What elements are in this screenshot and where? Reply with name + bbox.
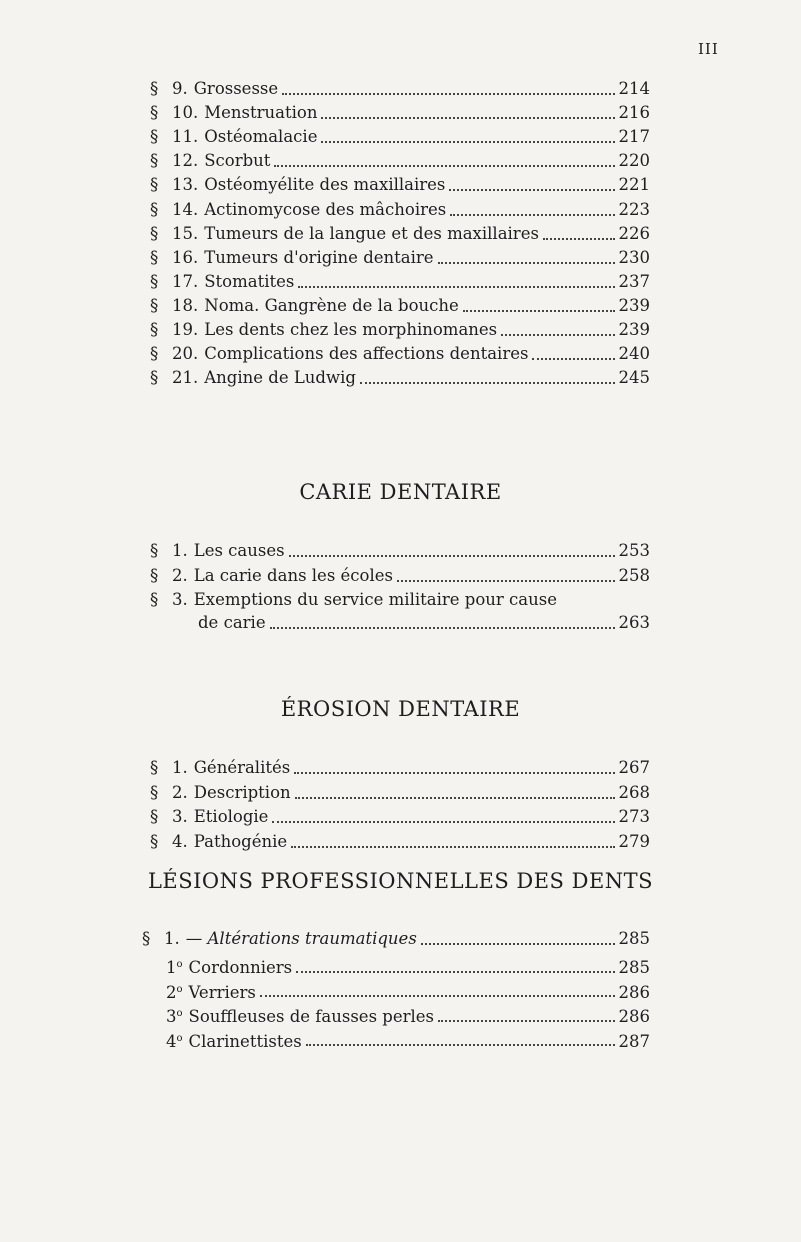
- toc-entry: [150, 295, 650, 317]
- entry-number: 15.: [172, 223, 199, 243]
- toc-entry: [150, 782, 650, 804]
- entry-page: 220: [618, 151, 650, 171]
- toc-entry: [150, 174, 650, 196]
- entry-page: 216: [618, 103, 650, 123]
- dot-leader: [270, 627, 615, 629]
- section-symbol: §: [150, 541, 159, 560]
- toc-entry-continuation: [198, 612, 650, 634]
- entry-page: 287: [618, 1031, 650, 1051]
- entry-number: 21.: [172, 368, 199, 388]
- section-symbol: §: [150, 175, 159, 195]
- entry-page: 273: [618, 807, 650, 826]
- toc-entry: [150, 271, 650, 293]
- entry-title: Etiologie: [193, 807, 269, 826]
- entry-title: Tumeurs de la langue et des maxillaires: [204, 223, 539, 243]
- entry-ordinal-number: 1: [166, 958, 177, 977]
- entry-page: 285: [618, 929, 650, 948]
- entry-title: Actinomycose des mâchoires: [204, 199, 447, 219]
- entry-number: 3.: [172, 807, 188, 826]
- dot-leader: [449, 189, 614, 191]
- entry-page: 237: [618, 271, 650, 291]
- entry-number: 2.: [172, 565, 188, 585]
- toc-entry: [142, 928, 650, 950]
- entry-page: 268: [618, 782, 650, 802]
- dot-leader: [289, 555, 615, 557]
- entry-title: Tumeurs d'origine dentaire: [204, 247, 434, 267]
- entry-title: Les dents chez les morphinomanes: [204, 320, 498, 339]
- toc-entry: [166, 954, 650, 979]
- toc-entry: [150, 565, 650, 587]
- section-symbol: §: [150, 782, 159, 802]
- entry-number: 3.: [172, 590, 188, 609]
- entry-page: 239: [618, 295, 650, 315]
- entry-ordinal-suffix: o: [176, 1008, 183, 1019]
- entry-number: 1.: [172, 758, 188, 777]
- toc-entry: [150, 806, 650, 828]
- section-symbol: §: [142, 929, 151, 948]
- entry-number: 10.: [172, 103, 199, 123]
- entry-page: 253: [618, 541, 650, 560]
- entry-page: 240: [618, 344, 650, 364]
- entry-title: Complications des affections dentaires: [204, 344, 529, 364]
- dot-leader: [501, 334, 614, 336]
- entry-page: 285: [618, 958, 650, 977]
- entry-number: 14.: [172, 199, 199, 219]
- entry-title: Exemptions du service militaire pour cause: [193, 590, 557, 609]
- dot-leader: [294, 772, 614, 774]
- entry-title: Stomatites: [204, 271, 295, 291]
- section-symbol: §: [150, 590, 159, 609]
- entry-title: Description: [193, 782, 291, 802]
- entry-title: Cordonniers: [188, 958, 293, 977]
- entry-title: — Altérations traumatiques: [185, 929, 417, 948]
- section-symbol: §: [150, 368, 159, 388]
- entry-number: [166, 979, 183, 1004]
- heading-erosion-dentaire: ÉROSION DENTAIRE: [280, 697, 521, 721]
- entry-ordinal-number: 3: [166, 1007, 177, 1026]
- entry-page: 258: [618, 565, 650, 585]
- entry-number: 9.: [172, 79, 188, 98]
- section-symbol: §: [150, 247, 159, 267]
- entry-number: 13.: [172, 175, 199, 195]
- dot-leader: [532, 358, 614, 360]
- entry-title: Scorbut: [204, 151, 271, 171]
- entry-page: 226: [618, 223, 650, 243]
- toc-entry: [150, 319, 650, 341]
- entry-title: Ostéomalacie: [204, 127, 318, 147]
- entry-title: Grossesse: [193, 79, 279, 98]
- entry-number: 11.: [172, 127, 199, 147]
- section-symbol: §: [150, 79, 159, 98]
- entry-title: Verriers: [188, 982, 256, 1002]
- entry-page: 263: [618, 613, 650, 632]
- dot-leader: [543, 238, 615, 240]
- entry-ordinal-number: 2: [166, 982, 177, 1002]
- dot-leader: [397, 580, 615, 582]
- entry-ordinal-suffix: o: [176, 1032, 183, 1044]
- entry-page: 217: [618, 127, 650, 147]
- toc-entry: [150, 343, 650, 365]
- toc-entry: [150, 199, 650, 221]
- dot-leader: [463, 310, 615, 312]
- entry-page: 223: [618, 199, 650, 219]
- toc-entry: [150, 126, 650, 148]
- entry-page: 267: [618, 758, 650, 777]
- entry-number: 12.: [172, 151, 199, 171]
- dot-leader: [321, 117, 614, 119]
- entry-number: 19.: [172, 320, 199, 339]
- entry-title: Menstruation: [204, 103, 318, 123]
- section-symbol: §: [150, 344, 159, 364]
- page-number: III: [698, 40, 719, 58]
- entry-title: Ostéomyélite des maxillaires: [204, 175, 446, 195]
- entry-ordinal-number: 4: [166, 1031, 177, 1051]
- entry-page: 286: [618, 1007, 650, 1026]
- dot-leader: [296, 971, 614, 973]
- toc-entry: [150, 540, 650, 562]
- dot-leader: [360, 382, 615, 384]
- entry-number: 1.: [164, 929, 180, 948]
- entry-page: 239: [618, 320, 650, 339]
- section-symbol: §: [150, 127, 159, 147]
- toc-entry: [166, 1028, 650, 1053]
- entry-page: 279: [618, 831, 650, 851]
- entry-number: 2.: [172, 782, 188, 802]
- toc-entry: [150, 223, 650, 245]
- entry-number: 4.: [172, 831, 188, 851]
- dot-leader: [438, 1020, 614, 1022]
- section-symbol: §: [150, 831, 159, 851]
- dot-leader: [306, 1044, 615, 1046]
- entry-page: 221: [618, 175, 650, 195]
- toc-entry: [150, 589, 650, 611]
- entry-ordinal-suffix: o: [176, 959, 183, 970]
- dot-leader: [450, 214, 614, 216]
- section-symbol: §: [150, 271, 159, 291]
- entry-number: 17.: [172, 271, 199, 291]
- heading-lesions-professionnelles: LÉSIONS PROFESSIONNELLES DES DENTS: [147, 869, 654, 893]
- entry-number: [166, 1028, 183, 1053]
- toc-entry: [150, 150, 650, 172]
- section-symbol: §: [150, 295, 159, 315]
- section-symbol: §: [150, 151, 159, 171]
- entry-title: Généralités: [193, 758, 291, 777]
- entry-title: Souffleuses de fausses perles: [188, 1007, 435, 1026]
- entry-number: [166, 1003, 183, 1028]
- toc-entry: [166, 979, 650, 1004]
- entry-page: 230: [618, 247, 650, 267]
- dot-leader: [272, 821, 614, 823]
- entry-number: [166, 954, 183, 979]
- entry-page: 214: [618, 79, 650, 98]
- toc-entry: [150, 247, 650, 269]
- toc-entry: [150, 757, 650, 779]
- toc-entry: [150, 78, 650, 100]
- dot-leader: [274, 165, 614, 167]
- dot-leader: [282, 93, 614, 95]
- section-symbol: §: [150, 320, 159, 339]
- entry-number: 20.: [172, 344, 199, 364]
- entry-title: Clarinettistes: [188, 1031, 302, 1051]
- dot-leader: [421, 943, 615, 945]
- entry-number: 16.: [172, 247, 199, 267]
- dot-leader: [291, 846, 614, 848]
- entry-title: Les causes: [193, 541, 285, 560]
- entry-title: Angine de Ludwig: [204, 368, 356, 388]
- section-symbol: §: [150, 807, 159, 826]
- entry-title: de carie: [198, 613, 266, 632]
- dot-leader: [321, 141, 614, 143]
- section-symbol: §: [150, 565, 159, 585]
- entry-title: La carie dans les écoles: [193, 565, 393, 585]
- entry-title: Pathogénie: [193, 831, 288, 851]
- entry-ordinal-suffix: o: [176, 983, 183, 995]
- dot-leader: [295, 797, 615, 799]
- section-symbol: §: [150, 103, 159, 123]
- dot-leader: [438, 262, 615, 264]
- dot-leader: [260, 995, 615, 997]
- section-symbol: §: [150, 758, 159, 777]
- section-symbol: §: [150, 223, 159, 243]
- entry-number: 18.: [172, 295, 199, 315]
- section-symbol: §: [150, 199, 159, 219]
- toc-entry: [150, 102, 650, 124]
- entry-page: 286: [618, 982, 650, 1002]
- toc-entry: [166, 1003, 650, 1028]
- toc-entry: [150, 367, 650, 389]
- entry-page: 245: [618, 368, 650, 388]
- heading-carie-dentaire: CARIE DENTAIRE: [299, 480, 502, 504]
- dot-leader: [298, 286, 614, 288]
- entry-number: 1.: [172, 541, 188, 560]
- entry-title: Noma. Gangrène de la bouche: [204, 295, 459, 315]
- toc-entry: [150, 831, 650, 853]
